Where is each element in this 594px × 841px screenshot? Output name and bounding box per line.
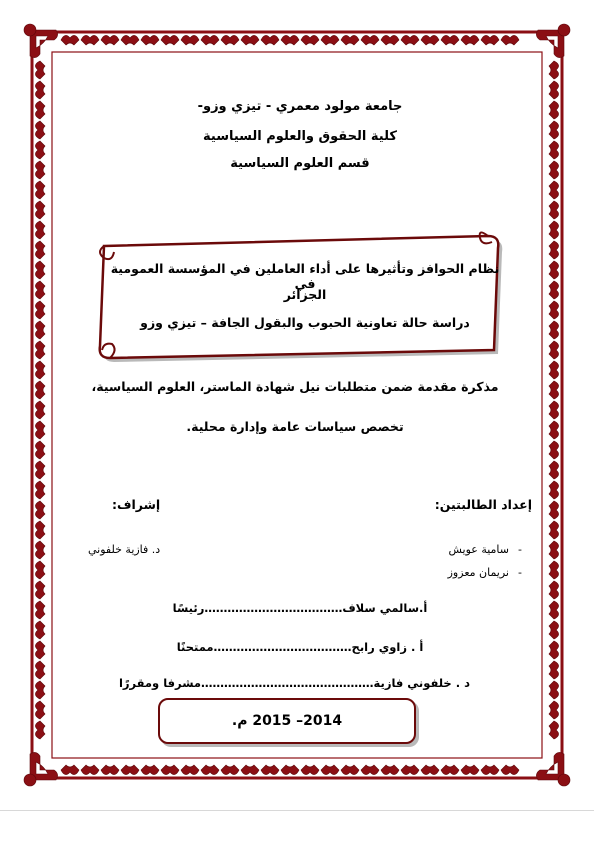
- student-name-1: سامية عويش: [448, 543, 509, 556]
- description-line-1: مذكرة مقدمة ضمن متطلبات نيل شهادة الماستر، العلوم السياسية،: [91, 379, 499, 394]
- jury-role: ممتحنًا: [176, 640, 214, 654]
- academic-year-box: [158, 698, 416, 744]
- bullet-1: -: [518, 543, 522, 556]
- description-line-2: تخصص سياسات عامة وإدارة محلية.: [186, 419, 404, 434]
- thesis-title-line-1: نظام الحوافز وتأثيرها على أداء العاملين في المؤسسة العمومية في: [110, 261, 500, 291]
- thesis-title-line-2: الجزائر: [283, 287, 327, 302]
- supervisor-label: إشراف:: [112, 497, 161, 512]
- jury-dots: ………………………………: [213, 640, 352, 654]
- jury-member-2: [150, 640, 450, 654]
- jury-name: أ . زاوي رابح: [351, 640, 424, 654]
- jury-name: د . خلفوني فازية: [373, 676, 470, 690]
- jury-member-3: [118, 676, 470, 690]
- jury-role: رئيسًا: [172, 601, 205, 615]
- supervisor-name: د. فازية خلفوني: [88, 543, 161, 556]
- department-name: قسم العلوم السياسية: [230, 156, 370, 171]
- jury-dots: ………………………………………: [201, 676, 374, 690]
- academic-year: 2014– 2015 م.: [231, 713, 343, 729]
- students-label: إعداد الطالبتين:: [434, 497, 532, 512]
- page-bottom-rule: [0, 810, 594, 811]
- jury-member-1: [150, 601, 450, 615]
- student-name-2: نريمان معزوز: [447, 566, 509, 579]
- university-name: جامعة مولود معمري - تيزي وزو-: [197, 99, 403, 114]
- faculty-name: كلية الحقوق والعلوم السياسية: [203, 129, 397, 144]
- jury-dots: ………………………………: [204, 601, 343, 615]
- jury-name: أ.سالمي سلاف: [342, 601, 428, 615]
- jury-role: مشرفا ومقررًا: [118, 676, 202, 690]
- bullet-2: -: [518, 566, 522, 579]
- thesis-title-line-3: دراسة حالة تعاونية الحبوب والبقول الجافة – تيزي وزو: [140, 315, 470, 330]
